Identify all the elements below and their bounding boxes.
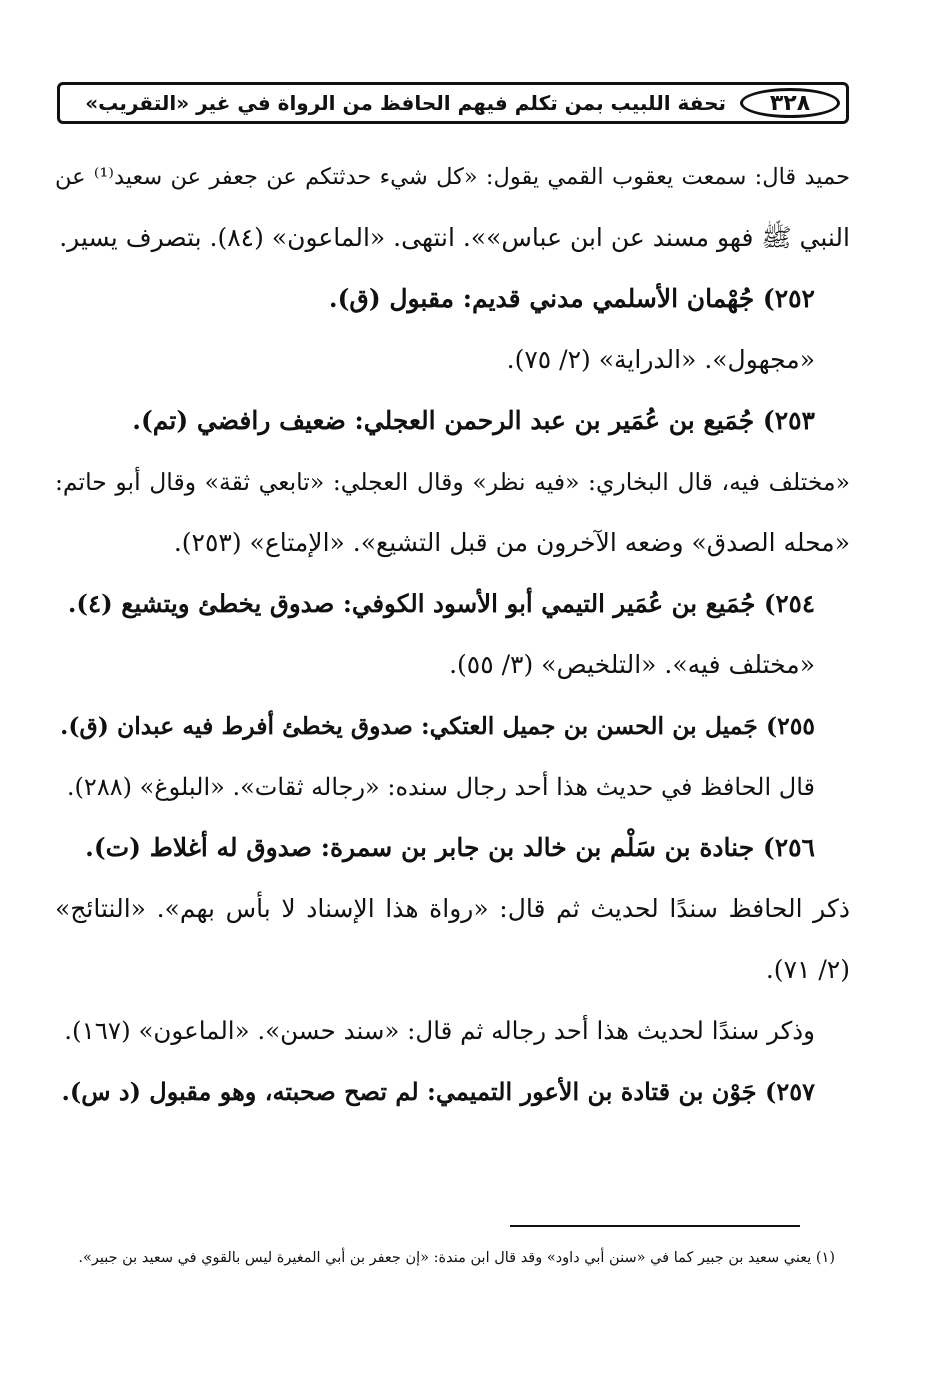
entry-heading-254: ٢٥٤) جُمَيع بن عُمَير التيمي أبو الأسود الكوفي: صدوق يخطئ ويتشيع (٤). xyxy=(67,589,815,618)
footnote-separator xyxy=(510,1225,800,1227)
entry-heading-253: ٢٥٣) جُمَيع بن عُمَير بن عبد الرحمن العجلي: ضعيف رافضي (تم). xyxy=(132,406,815,435)
text-line: قال الحافظ في حديث هذا أحد رجال سنده: «رجاله ثقات». «البلوغ» (٢٨٨). xyxy=(66,773,815,801)
entry-heading-255: ٢٥٥) جَميل بن الحسن بن جميل العتكي: صدوق يخطئ أفرط فيه عبدان (ق). xyxy=(60,712,815,740)
entry-heading-256: ٢٥٦) جنادة بن سَلْم بن خالد بن جابر بن سمرة: صدوق له أغلاط (ت). xyxy=(85,833,815,862)
text-line: «محله الصدق» وضعه الآخرون من قبل التشيع». «الإمتاع» (٢٥٣). xyxy=(173,528,850,557)
text-line: ذكر الحافظ سندًا لحديث ثم قال: «رواة هذا الإسناد لا بأس بهم». «النتائج» xyxy=(55,894,850,923)
running-title: تحفة اللبيب بمن تكلم فيهم الحافظ من الرواة في غير «التقريب» xyxy=(85,91,726,115)
text-line: «مختلف فيه». «التلخيص» (٣/ ٥٥). xyxy=(449,650,815,679)
text-line: النبي ﷺ فهو مسند عن ابن عباس»». انتهى. «الماعون» (٨٤). بتصرف يسير. xyxy=(59,223,850,252)
main-text xyxy=(55,148,850,1124)
text-line: حميد قال: سمعت يعقوب القمي يقول: «كل شيء حدثتكم عن جعفر عن سعيد⁽¹⁾ عن xyxy=(55,164,851,190)
text-line: «مختلف فيه، قال البخاري: «فيه نظر» وقال العجلي: «تابعي ثقة» وقال أبو حاتم: xyxy=(55,468,850,496)
text-line: وذكر سندًا لحديث هذا أحد رجاله ثم قال: «سند حسن». «الماعون» (١٦٧). xyxy=(64,1016,815,1045)
entry-heading-252: ٢٥٢) جُهْمان الأسلمي مدني قديم: مقبول (ق). xyxy=(328,284,815,313)
page-header xyxy=(57,82,849,124)
text-line: (٢/ ٧١). xyxy=(765,955,850,984)
footnote: (١) يعني سعيد بن جبير كما في «سنن أبي داود» وقد قال ابن مندة: «إن جعفر بن أبي المغيرة ليس بالقوي في سعيد بن جبير». xyxy=(78,1250,835,1266)
page-number: ٣٢٨ xyxy=(740,88,840,118)
entry-heading-257: ٢٥٧) جَوْن بن قتادة بن الأعور التميمي: لم تصح صحبته، وهو مقبول (د س). xyxy=(61,1077,815,1106)
text-line: «مجهول». «الدراية» (٢/ ٧٥). xyxy=(506,345,815,374)
